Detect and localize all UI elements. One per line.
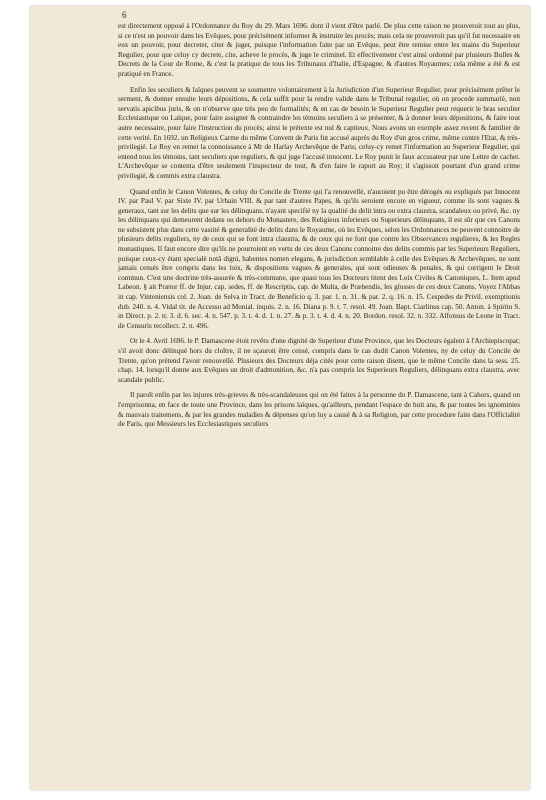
paragraph-3: Quand enfin le Canon Volentes, & celuy du Concile de Trente qui l'a renouvellé, n'auroient pu être dérogés ou expliqués par Innocent IV. par Paul V. par Sixte IV. par Urbain VIII. & par tant d'autres Papes, & qu'ils seroient encore en vigueur, comme ils sont vagues & generaux, tant sur les delits que sur les délinquans, n'ayant specifié ny la qualité du delit intra ou extra claustra, scandaleux ou privé, &c. ny les délinquans qui demeurent dedans ou dehors du Monastere, des Religieux inferieurs ou Superieurs délinquans, il est sûr que ces Canons ne subsistent plus dans cette vastité & generalité de delits dans le Royaume, où les Evêques, selon les Ordonnances ne peuvent connoitre de plusieurs delits reguliers, ny de ceux qui se font intra claustra, & de ceux qui ne font que contre les Observances regulieres, & les Regles monastiques. Il faut encore dire qu'ils ne pourroient en vertu de ces deux Canons connoitre des delits commis par les Superieurs Reguliers, puisque ceux-cy étant specialè notâ digni, habentes nomen elegans, & jurisdiction semblable à celle des Evêques & Archevêques, ne sont jamais censés être compris dans les loix, & dispositions vagues & generales, qui sont odieuses & penales, & qui corrigent le Droit commun. C'est une doctrine très-assurée & très-commune, que quasi tous les Docteurs titent des Loix Civiles & Canoniques, L. Item apud Labeon. § ait Prætor ff. de Injur. cap. sedes, ff. de Rescriptis, cap. de Multa, de Præbendis, les glosses de ces deux Canons. Voyez l'Abbas in cap. Vinteniensis col. 2. Joan. de Selva in Tract. de Beneficio q. 3. par. 1. n. 31. & par. 2. q. 16. n. 15. Cespedes de Privil. exemptionis dub. 240. n. 4. Vidal tit. de Accessu ad Monial. inquis. 2. n. 16. Diana p. 9. t. 7. resol. 49. Joan. Bapt. Ciarlinus cap. 50. Anton. à Spiritu S. in Direct. p. 2. tr. 3. d. 6. sec. 4. n. 547. p. 3. t. 4. d. 1. n. 27. & p. 3. t. 4. d. 4. n. 20. Bordon. resol. 32. n. 332. Alfonsus de Leone in Tract. de Censuris recollect. 2. n. 496. xyxy=(118,187,520,330)
paragraph-4: Or le 4. Avril 1696. le P. Damascene étoit revêtu d'une dignité de Superieur d'une Province, que les Docteurs égalent à l'Archiepiscopat; s'il avoit donc délinqué hors du cloître, il ne sçauroit être censé, compris dans le cas dudit Canon Volentes, ny de celuy du Concile de Trente, qu'on prétend l'avoir renouvellé. Plusieurs des Docteurs déja cités pour cette raison disent, que le même Concile dans la sess. 25. chap. 14. lorsqu'il donne aux Evêques un droit d'admonition, &c. n'a pas compris les Superieurs Reguliers, délinquans extra claustra, avec scandale public. xyxy=(118,337,520,384)
paragraph-5: Il paroît enfin par les injures très-grieves & très-scandaleuses qui on été faites à la personne du P. Damascene, tant à Cahors, quand on l'emprisonna, en face de toute une Province, dans les prisons laïques, qu'ailleurs, pendant l'espace de huit ans, & par toutes les ignominies & mauvais traitemens, & par les grandes maladies & dépenses qu'on luy a causé & à sa Religion, par cette procedure faite dans l'Officialité de Paris, que Messieurs les Ecclesiastiques seculiers xyxy=(118,391,520,429)
document-page xyxy=(30,6,530,790)
paragraph-2: Enfin les seculiers & laïques peuvent se soumettre volontairement à la Jurisdiction d'un Superieur Regulier, pour précisément prêter le serment, & donner ensuite leurs dépositions, & cela suffit pour la rendre valide dans le Tribunal regulier, où on procede summariè, non servatis apicibus juris, & on n'observe que très peu de formalités; & en cas de besoin le Superieur Regulier peut requerir le bras seculier Ecclesiastique ou Laïque, pour faire assigner & contraindre les témoins seculiers à se présenter, & à donner leurs dépositions, & faire tout autre necessaire, pour faire l'instruction du procès; ainsi le prétexte est nul & captieux. Nous avons un exemple assez recent & familier de cette verité. En 1692. un Religieux Carme du même Convent de Paris fut accusé auprès du Roy d'un gros crime, même contre l'Etat, & très-privilegié. Le Roy en remet la connoissance à Mr de Harlay Archevêque de Paris; celuy-cy remet l'information au Superieur Regulier, qui entend tous les témoins, tant seculiers que reguliers, & qui juge l'accusé innocent. Le Roy punit le faux accusateur par une Lettre de cachet. L'Archevêque se contenta d'être seulement l'inspecteur de tout, & d'en faire le raport au Roy; il s'agissoit pourtant d'un grand crime privilegié, & commis extra claustra. xyxy=(118,85,520,180)
paragraph-1: est directement opposé à l'Ordonnance du Roy du 29. Mars 1696. dont il vient d'être parlé. De plus cette raison ne prouveroit tout au plus, si ce n'est un pouvoir dans les Evêques, pour précisément informer & instruire les procès; mais cela ne prouveroit pas qu'il fut necessaire en eux un pouvoir, pour decreter, citer & juger, puisque l'information faite par un Evêque, peut être remise entre les mains du Superieur Regulier, pour que celuy cy decrete, cite, acheve le procès, & juge le criminel. Et effectivement c'est ainsi ordonné par plusieurs Bulles & Decrets de la Cour de Rome, & c'est la pratique de tous les Tribunaux d'Italie, d'Espagne, & d'autres Royaumes; cela même a été & est pratiqué en France. xyxy=(118,22,520,78)
page-number: 6 xyxy=(122,10,127,20)
document-body xyxy=(118,22,520,436)
